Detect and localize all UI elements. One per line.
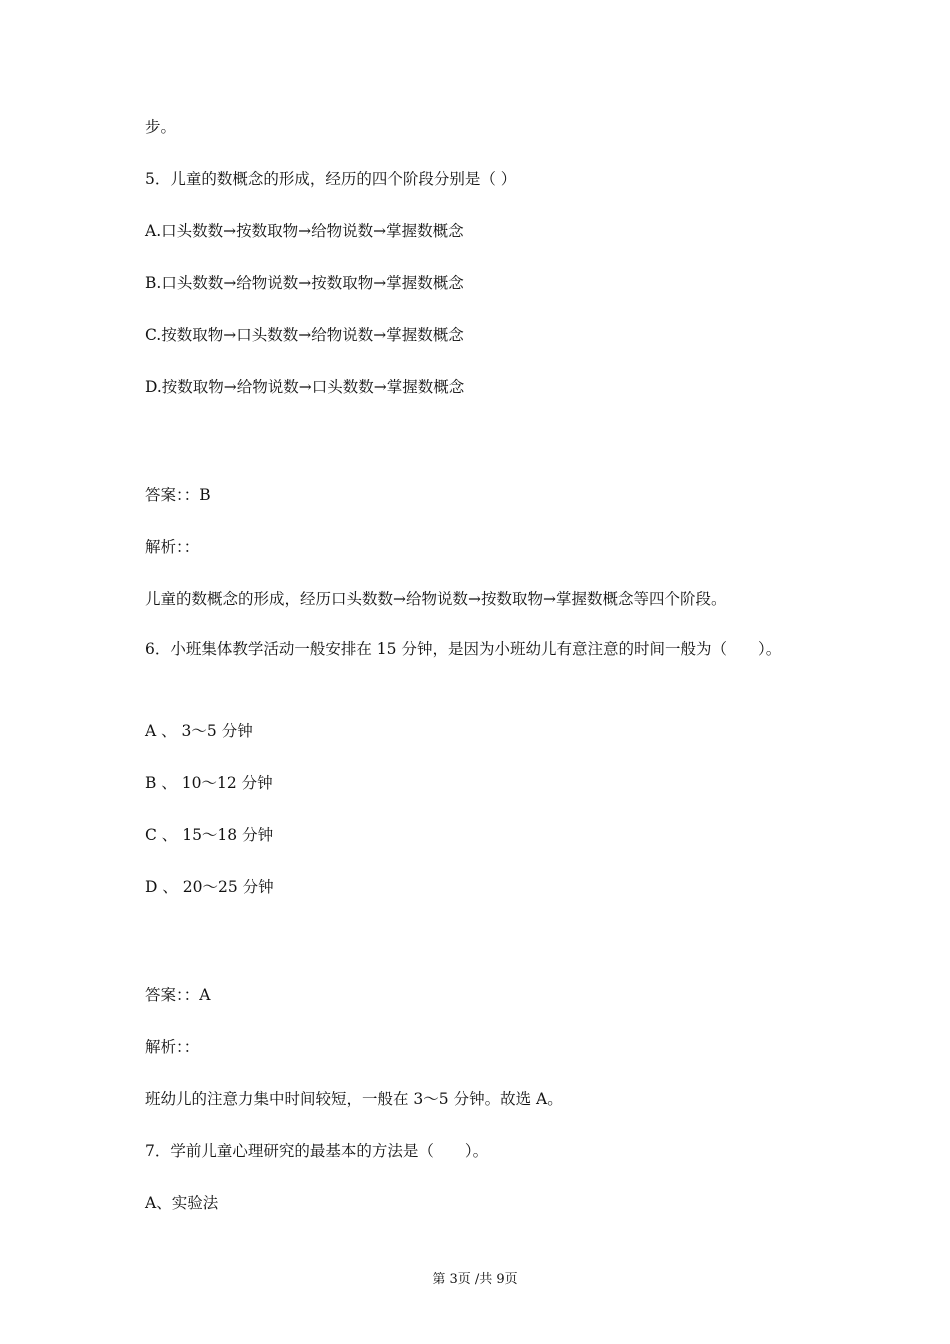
question-6: 6．小班集体教学活动一般安排在 15 分钟，是因为小班幼儿有意注意的时间一般为（ ）。	[145, 640, 782, 658]
question-5-answer: 答案：：B	[145, 486, 211, 504]
text-continuation: 步。	[145, 118, 177, 136]
question-7: 7．学前儿童心理研究的最基本的方法是（ ）。	[145, 1142, 489, 1160]
question-6-option-d: D 、 20～25 分钟	[145, 878, 274, 896]
question-6-answer: 答案：：A	[145, 986, 211, 1004]
question-6-analysis: 班幼儿的注意力集中时间较短，一般在 3～5 分钟。故选 A。	[145, 1090, 563, 1108]
question-5-analysis: 儿童的数概念的形成，经历口头数数→给物说数→按数取物→掌握数概念等四个阶段。	[145, 590, 727, 608]
question-6-option-b: B 、 10～12 分钟	[145, 774, 273, 792]
question-5-option-c: C.按数取物→口头数数→给物说数→掌握数概念	[145, 326, 464, 344]
page-number-footer: 第 3页 /共 9页	[432, 1272, 518, 1287]
question-6-option-a: A 、 3～5 分钟	[145, 722, 253, 740]
question-5-analysis-label: 解析：：	[145, 538, 200, 556]
question-5: 5．儿童的数概念的形成，经历的四个阶段分别是（ ）	[145, 170, 517, 188]
question-5-option-b: B.口头数数→给物说数→按数取物→掌握数概念	[145, 274, 464, 292]
question-7-option-a: A、实验法	[145, 1194, 219, 1212]
question-5-option-d: D.按数取物→给物说数→口头数数→掌握数概念	[145, 378, 465, 396]
question-6-option-c: C 、 15～18 分钟	[145, 826, 274, 844]
question-6-analysis-label: 解析：：	[145, 1038, 200, 1056]
question-5-option-a: A.口头数数→按数取物→给物说数→掌握数概念	[145, 222, 464, 240]
